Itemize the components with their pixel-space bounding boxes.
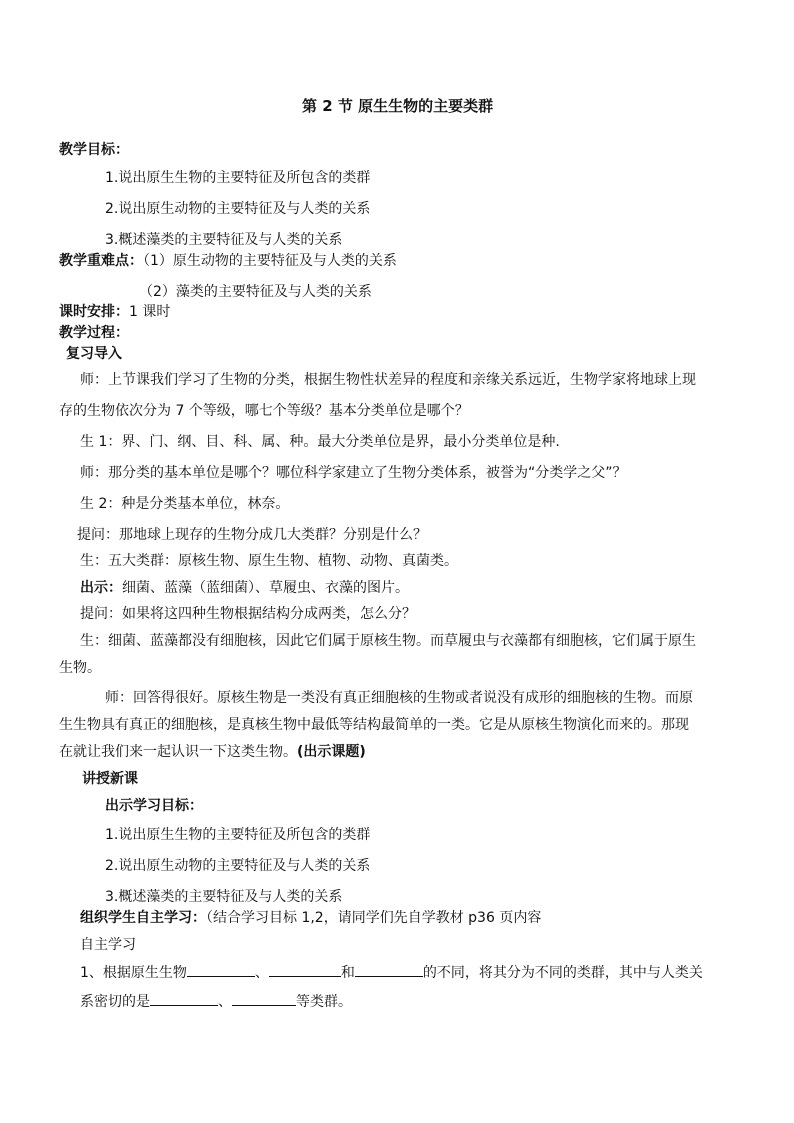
objective-item: 3.概述藻类的主要特征及与人类的关系 bbox=[105, 232, 343, 248]
teacher-text: 在就让我们来一起认识一下这类生物。 bbox=[59, 744, 297, 760]
page-title: 第 2 节 原生生物的主要类群 bbox=[302, 97, 494, 115]
question-text: 、 bbox=[218, 994, 232, 1010]
schedule bbox=[59, 303, 170, 321]
learning-objective-item: 1.说出原生生物的主要特征及所包含的类群 bbox=[105, 827, 371, 843]
question-line: 提问：如果将这四种生物根据结构分成两类，怎么分？ bbox=[80, 606, 416, 622]
self-study-heading: 自主学习 bbox=[80, 937, 136, 953]
show-topic-note: (出示课题) bbox=[297, 744, 366, 760]
question-text: 等类群。 bbox=[296, 994, 352, 1010]
learning-objective-item: 2.说出原生动物的主要特征及与人类的关系 bbox=[105, 858, 371, 874]
answer-blank[interactable] bbox=[269, 962, 341, 977]
self-study-label: 组织学生自主学习： bbox=[80, 910, 206, 926]
key-points-label: 教学重难点： bbox=[59, 253, 143, 269]
self-study-text: （结合学习目标 1,2，请同学们先自学教材 p36 页内容 bbox=[206, 910, 542, 926]
teacher-line: 师：那分类的基本单位是哪个？哪位科学家建立了生物分类体系，被誉为“分类学之父”？ bbox=[80, 465, 627, 481]
show-label: 出示： bbox=[80, 580, 122, 596]
question-text: 系密切的是 bbox=[80, 994, 150, 1010]
question-text: 的不同，将其分为不同的类群，其中与人类关 bbox=[422, 965, 703, 981]
objective-item: 2.说出原生动物的主要特征及与人类的关系 bbox=[105, 201, 371, 217]
question-text: 和 bbox=[340, 965, 355, 981]
objectives-label: 教学目标： bbox=[59, 142, 129, 158]
teacher-line: 师：回答得很好。原核生物是一类没有真正细胞核的生物或者说没有成形的细胞核的生物。而原 bbox=[105, 690, 693, 706]
answer-line: 生：五大类群：原核生物、原生生物、植物、动物、真菌类。 bbox=[80, 553, 458, 569]
answer-line: 生物。 bbox=[59, 660, 101, 676]
question-line: 提问：那地球上现存的生物分成几大类群？分别是什么？ bbox=[77, 527, 427, 543]
process-label: 教学过程： bbox=[59, 325, 129, 341]
teacher-line: 生生物具有真正的细胞核，是真核生物中最低等结构最简单的一类。它是从原核生物演化而来的。那现 bbox=[59, 717, 689, 733]
show-text: 细菌、蓝藻（蓝细菌）、草履虫、衣藻的图片。 bbox=[122, 580, 409, 596]
teacher-line: 存的生物依次分为 7 个等级，哪七个等级？基本分类单位是哪个？ bbox=[59, 403, 469, 419]
review-heading: 复习导入 bbox=[66, 346, 122, 362]
key-point-item: （2）藻类的主要特征及与人类的关系 bbox=[139, 284, 372, 300]
teacher-line bbox=[59, 743, 366, 761]
student-line: 生 1：界、门、纲、目、科、属、种。最大分类单位是界，最小分类单位是种. bbox=[80, 434, 560, 450]
answer-blank[interactable] bbox=[355, 962, 423, 977]
new-lesson-heading: 讲授新课 bbox=[82, 771, 138, 787]
fill-in-question-line bbox=[80, 962, 703, 982]
answer-blank[interactable] bbox=[150, 991, 218, 1006]
answer-blank[interactable] bbox=[232, 991, 296, 1006]
student-line: 生 2：种是分类基本单位，林奈。 bbox=[80, 496, 290, 512]
schedule-value: 1 课时 bbox=[129, 304, 171, 320]
fill-in-question-line bbox=[80, 991, 352, 1011]
show-line bbox=[80, 579, 409, 597]
question-text: 、 bbox=[254, 965, 269, 981]
schedule-label: 课时安排： bbox=[59, 304, 129, 320]
answer-line: 生：细菌、蓝藻都没有细胞核，因此它们属于原核生物。而草履虫与衣藻都有细胞核，它们属于原生 bbox=[80, 633, 696, 649]
answer-blank[interactable] bbox=[187, 962, 255, 977]
key-point-item: （1）原生动物的主要特征及与人类的关系 bbox=[143, 253, 397, 269]
objective-item: 1.说出原生生物的主要特征及所包含的类群 bbox=[105, 170, 371, 186]
teacher-line: 师：上节课我们学习了生物的分类，根据生物性状差异的程度和亲缘关系远近，生物学家将地球上现 bbox=[80, 372, 696, 388]
show-objectives-label: 出示学习目标： bbox=[105, 798, 203, 814]
key-points bbox=[59, 252, 397, 270]
self-study-instruction bbox=[80, 909, 541, 927]
learning-objective-item: 3.概述藻类的主要特征及与人类的关系 bbox=[105, 889, 343, 905]
question-text: 1、根据原生生物 bbox=[80, 965, 187, 981]
